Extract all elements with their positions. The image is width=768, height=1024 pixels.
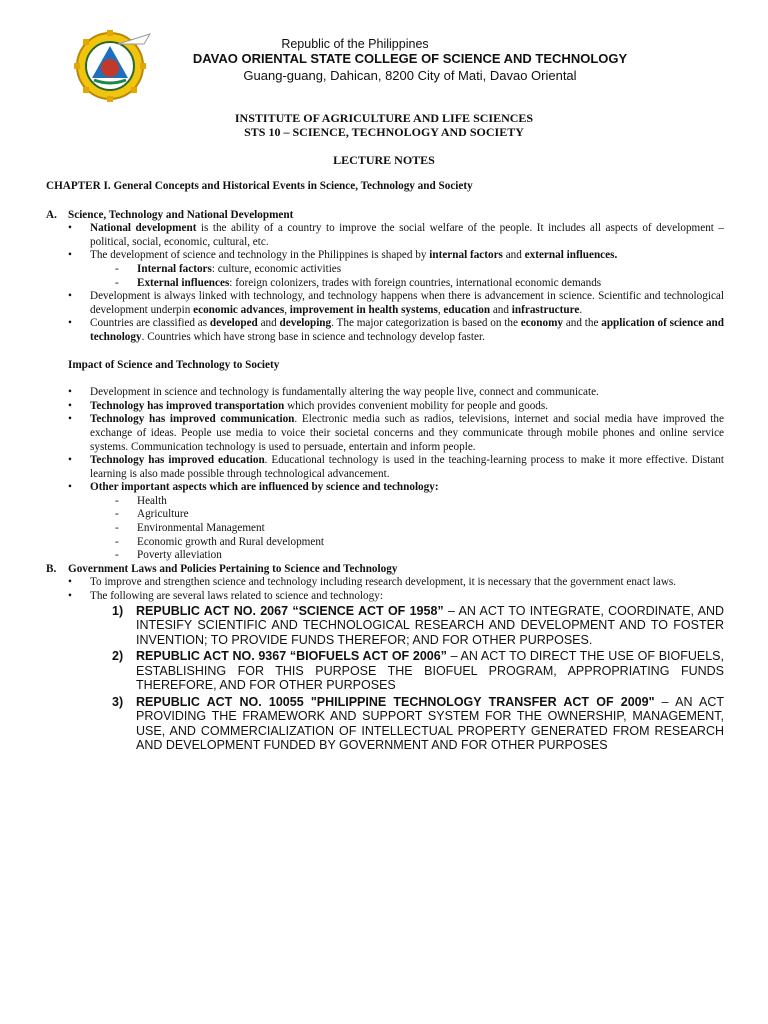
section-b-heading: B. Government Laws and Policies Pertaining to Science and Technology — [46, 562, 398, 575]
list-item: - Economic growth and Rural development — [137, 536, 724, 550]
list-item: • Countries are classified as developed and developing. The major categorization is based on the economy and the application of science and technology. Countries which have strong base in science and technology develop faster. — [90, 317, 724, 344]
course-heading: STS 10 – SCIENCE, TECHNOLOGY AND SOCIETY — [244, 125, 524, 139]
section-a-list-continued — [46, 290, 724, 344]
section-a-list — [46, 222, 724, 263]
header-college-name: DAVAO ORIENTAL STATE COLLEGE OF SCIENCE AND TECHNOLOGY — [192, 51, 628, 66]
laws-list — [46, 604, 724, 753]
header-address: Guang-guang, Dahican, 8200 City of Mati, Davao Oriental — [243, 68, 577, 83]
list-item: • Technology has improved communication. Electronic media such as radios, televisions, internet and social media have improved the exchange of ideas. People use media to voice their societal concerns and they communicate through mobile phones and online service systems. Communication technology is used to persuade, entertain and inform people. — [90, 413, 724, 454]
lecture-notes-title: LECTURE NOTES — [333, 153, 435, 167]
list-item: • National development is the ability of a country to improve the social welfare of the people. It includes all aspects of development – political, social, economic, cultural, etc. — [90, 222, 724, 249]
list-item: • Development in science and technology is fundamentally altering the way people live, connect and communicate. — [90, 386, 724, 400]
list-item: - Poverty alleviation — [137, 549, 724, 563]
law-item: 1) REPUBLIC ACT NO. 2067 “SCIENCE ACT OF 1958” – AN ACT TO INTEGRATE, COORDINATE, AND INTESIFY SCIENTIFIC AND TECHNOLOGICAL RESEARCH AND DEVELOPMENT AND TO FOSTER INVENTION; TO PROVIDE FUNDS THEREFOR; AND FOR OTHER PURPOSES. — [112, 603, 725, 647]
section-b-list — [46, 576, 724, 603]
list-item: • Technology has improved education. Educational technology is used in the teaching-learning process to make it more effective. Distant learning is also made possible through technological advancement. — [90, 454, 724, 481]
list-item: • To improve and strengthen science and technology including research development, it is necessary that the government enact laws. — [90, 576, 724, 590]
institute-heading: INSTITUTE OF AGRICULTURE AND LIFE SCIENCES — [234, 111, 534, 125]
impact-list — [46, 386, 724, 495]
list-item: - Internal factors: culture, economic activities — [137, 263, 724, 277]
document-body — [46, 180, 724, 755]
influences-sublist — [46, 263, 724, 290]
law-item: 2) REPUBLIC ACT NO. 9367 “BIOFUELS ACT OF 2006” – AN ACT TO DIRECT THE USE OF BIOFUELS, ESTABLISHING FOR THIS PURPOSE THE BIOFUEL PROGRAM, APPROPRIATING FUNDS THEREFORE, AND FOR OTHER PURPOSES — [112, 649, 724, 693]
list-item: • Technology has improved transportation which provides convenient mobility for people and goods. — [90, 400, 724, 414]
list-item: • Development is always linked with technology, and technology happens when there is advancement in science. Scientific and technological development underpin economic advances, improvement in health systems, education and infrastructure. — [90, 290, 724, 317]
list-item: - Health — [137, 495, 724, 509]
aspects-sublist — [46, 495, 724, 563]
list-item: • The development of science and technology in the Philippines is shaped by internal factors and external influences. — [90, 249, 724, 263]
chapter-heading: CHAPTER I. General Concepts and Historical Events in Science, Technology and Society — [46, 180, 473, 192]
section-a-heading: A. Science, Technology and National Development — [46, 208, 294, 221]
list-item: • Other important aspects which are influenced by science and technology: — [90, 481, 724, 495]
list-item: - External influences: foreign colonizers, trades with foreign countries, international economic demands — [137, 277, 724, 291]
list-item: - Environmental Management — [137, 522, 724, 536]
list-item: • The following are several laws related to science and technology: — [90, 590, 724, 604]
law-item: 3) REPUBLIC ACT NO. 10055 "PHILIPPINE TECHNOLOGY TRANSFER ACT OF 2009" – AN ACT PROVIDING THE FRAMEWORK AND SUPPORT SYSTEM FOR THE OWNERSHIP, MANAGEMENT, USE, AND COMMERCIALIZATION OF INTELLECTUAL PROPERTY GENERATED FROM RESEARCH AND DEVELOPMENT FUNDED BY GOVERNMENT AND FOR OTHER PURPOSES — [112, 694, 724, 753]
header-republic: Republic of the Philippines — [281, 37, 429, 51]
college-seal-logo — [64, 30, 156, 102]
impact-heading: Impact of Science and Technology to Society — [68, 358, 280, 371]
list-item: - Agriculture — [137, 508, 724, 522]
